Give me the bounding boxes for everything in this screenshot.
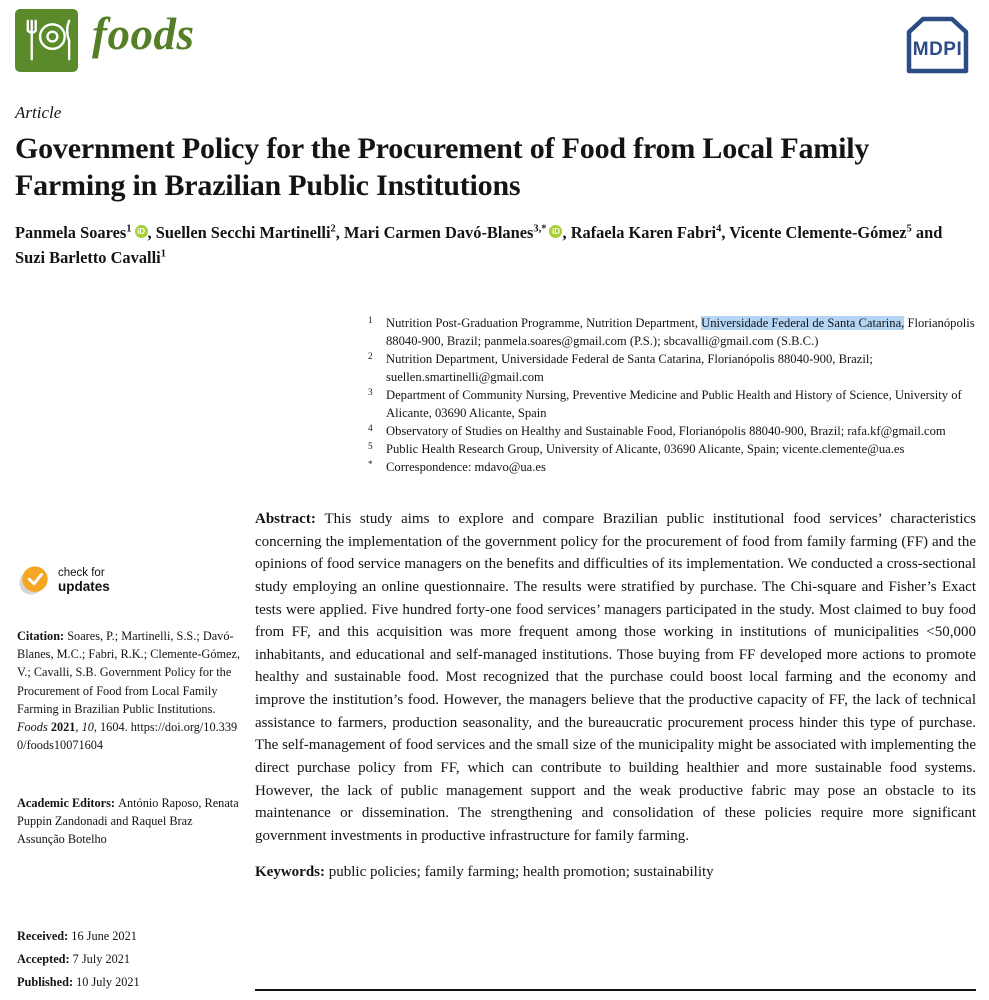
author <box>571 223 730 242</box>
received-date <box>17 929 241 944</box>
author-separator: , <box>562 223 571 242</box>
abstract <box>255 508 976 848</box>
citation-authors: Soares, P.; Martinelli, S.S.; Davó-Blanes, M.C.; Fabri, R.K.; Clemente-Gómez, V.; Cavalli, S.B. <box>17 629 241 680</box>
affiliation-marker: 1 <box>368 316 373 326</box>
author-affil-sup: 4 <box>716 223 722 235</box>
affiliation-text: Observatory of Studies on Healthy and Sustainable Food, Florianópolis 88040-900, Brazil; rafa.kf@gmail.com <box>386 424 946 438</box>
accepted-date <box>17 952 241 967</box>
author-affil-sup: 2 <box>330 223 336 235</box>
correspondence-text: Correspondence: mdavo@ua.es <box>386 460 546 474</box>
affiliation-item <box>368 386 975 422</box>
check-for-updates-badge[interactable] <box>17 564 110 598</box>
author-separator: , <box>721 223 730 242</box>
affiliation-marker: * <box>368 460 373 470</box>
author-name: Rafaela Karen Fabri <box>570 223 717 242</box>
keywords-label: Keywords: <box>255 863 329 880</box>
author <box>344 223 571 242</box>
journal-name: foods <box>92 9 195 59</box>
author-name: Suellen Secchi Martinelli <box>155 223 331 242</box>
published-value: 10 July 2021 <box>76 975 140 989</box>
article-title: Government Policy for the Procurement of Food from Local Family Farming in Brazilian Public Institutions <box>15 132 870 203</box>
dates-block <box>17 929 241 998</box>
citation-label: Citation: <box>17 629 68 643</box>
check-for-updates-text <box>58 567 110 594</box>
affiliation-marker: 4 <box>368 424 373 434</box>
academic-editors-label: Academic Editors: <box>17 796 119 810</box>
affiliation-text: Department of Community Nursing, Preventive Medicine and Public Health and History of Science, University of Alicante, 03690 Alicante, Spain <box>386 388 962 420</box>
author-separator: , <box>147 223 156 242</box>
author-name: Suzi Barletto Cavalli <box>15 247 161 267</box>
author <box>156 223 344 242</box>
foods-journal-logo[interactable] <box>15 9 78 72</box>
affiliation-text-post: Florianópolis 88040-900, Brazil; panmela.soares@gmail.com (P.S.); sbcavalli@gmail.com (S.B.C.) <box>386 316 975 348</box>
affiliation-text: Nutrition Department, Universidade Federal de Santa Catarina, Florianópolis 88040-900, Brazil; suellen.smartinelli@gmail.com <box>386 352 873 384</box>
accepted-label: Accepted: <box>17 952 73 966</box>
doi-link[interactable]: https://doi.org/10.3390/foods10071604 <box>17 719 238 753</box>
affiliations-list <box>368 314 975 476</box>
check-for-updates-icon <box>17 564 51 598</box>
mdpi-frame-icon <box>899 11 976 80</box>
affiliation-item <box>368 350 975 386</box>
affiliation-text <box>386 314 975 350</box>
author <box>15 248 166 267</box>
article-type-label: Article <box>15 103 62 122</box>
affiliation-item <box>368 314 975 350</box>
affiliation-item <box>368 440 975 458</box>
keywords-text: public policies; family farming; health promotion; sustainability <box>328 863 714 880</box>
abstract-label: Abstract: <box>255 511 325 527</box>
author <box>729 223 942 242</box>
author-name: Vicente Clemente-Gómez <box>729 223 907 242</box>
affiliation-item <box>368 422 975 440</box>
highlighted-text: Universidade Federal de Santa Catarina, <box>701 316 905 330</box>
orcid-icon[interactable]: iD <box>135 225 148 238</box>
citation-sep: , 1604. <box>93 719 131 734</box>
affiliation-marker: 2 <box>368 352 373 362</box>
author-separator: and <box>911 223 943 242</box>
footer-rule <box>255 989 976 991</box>
citation-journal: Foods <box>17 719 51 734</box>
published-date <box>17 975 241 990</box>
affiliation-marker: 3 <box>368 388 373 398</box>
author-affil-sup: 1 <box>126 223 132 235</box>
fork-plate-knife-icon <box>15 9 78 72</box>
author-affil-sup: 3,* <box>533 223 547 235</box>
citation-sep: , <box>75 719 82 734</box>
mdpi-logo[interactable] <box>899 11 976 80</box>
accepted-value: 7 July 2021 <box>72 952 131 966</box>
affiliation-marker: 5 <box>368 442 373 452</box>
received-label: Received: <box>17 929 72 943</box>
author-affil-sup: 5 <box>906 223 912 235</box>
academic-editors-names: António Raposo, Renata Puppin Zandonadi and Raquel Braz Assunção Botelho <box>17 796 239 847</box>
abstract-text: This study aims to explore and compare Brazilian public institutional food services’ characteristics concerning the implementation of the government policy for the procurement of food from family farming (FF) and the opinions of food service managers on the benefits and difficulties of its implementation. We conducted a cross-sectional study employing an online questionnaire. The results were stratified by purchase. The Chi-square and Fisher’s Exact tests were applied. Five hundred forty-one food services’ managers participated in the study. Most claimed to buy food from FF, and this acquisition was more frequent among those working in institutions of municipalities <50,000 inhabitants, and educational and self-managed institutions. Those buying from FF developed more actions to promote healthy and sustainable food. Most recognized that the purchase could boost local farming and the economy and improve the institution’s food. However, the managers believe that the productive capacity of FF, the lack of technical assistance to farmers, production seasonality, and the bureaucratic procurement process hinder this type of purchase. The self-management of food services and the small size of the municipality might be associated with implementing the direct purchase policy from FF, which can contribute to building healthier and more sustainable food systems. However, the lack of public management support and the weak productive fabric may pose an obstacle to its maintenance or dissemination. The strengthening and consolidation of these policies require more significant government investments in productive infrastructure for family farming. <box>255 511 976 844</box>
main-column <box>255 508 976 881</box>
citation-title: Government Policy for the Procurement of Food from Local Family Farming in Brazilian Public Institutions. <box>17 665 232 716</box>
keywords <box>255 864 976 881</box>
citation-block <box>17 627 241 754</box>
authors-line <box>15 221 973 270</box>
academic-editors-block <box>17 794 241 849</box>
affiliation-text-pre: Nutrition Post-Graduation Programme, Nutrition Department, <box>386 316 702 330</box>
author <box>15 223 156 242</box>
author-separator: , <box>335 223 344 242</box>
published-label: Published: <box>17 975 77 989</box>
author-name: Mari Carmen Davó-Blanes <box>343 223 534 242</box>
badge-line1: check for <box>58 567 105 580</box>
received-value: 16 June 2021 <box>71 929 137 943</box>
citation-volume: 10 <box>81 719 94 734</box>
svg-text:MDPI: MDPI <box>912 39 963 60</box>
orcid-icon[interactable]: iD <box>549 225 562 238</box>
author-affil-sup: 1 <box>160 248 166 260</box>
citation-year: 2021 <box>50 719 76 734</box>
affiliation-text: Public Health Research Group, University of Alicante, 03690 Alicante, Spain; vicente.clemente@ua.es <box>386 442 905 456</box>
badge-line2: updates <box>58 578 110 594</box>
author-name: Panmela Soares <box>15 223 127 242</box>
affiliation-item <box>368 458 975 476</box>
